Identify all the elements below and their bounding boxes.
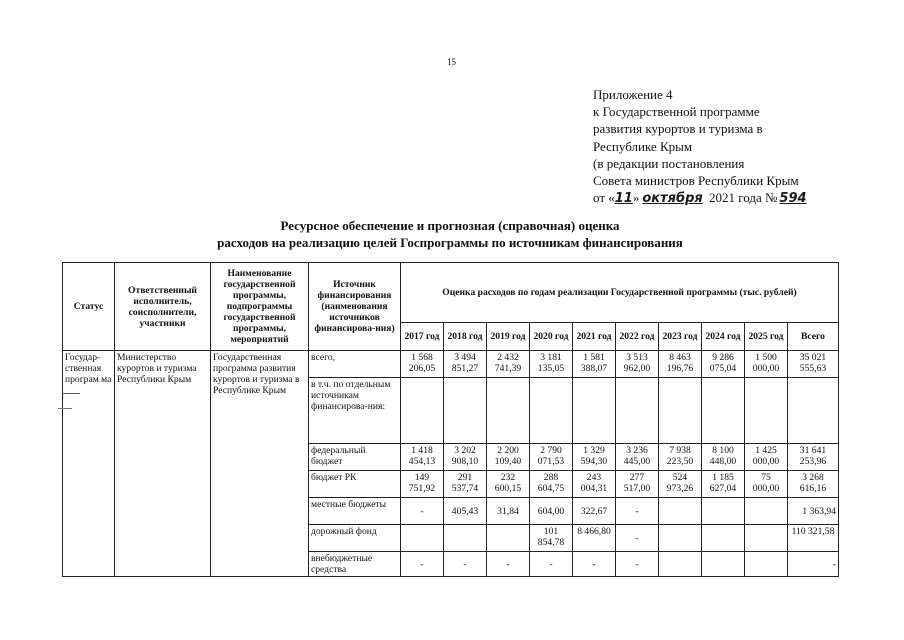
source-cell: в т.ч. по отдельным источникам финансирова-ния: bbox=[309, 378, 401, 444]
value-cell: 277 517,00 bbox=[616, 471, 659, 498]
value-cell: 1 418 454,13 bbox=[401, 444, 444, 471]
value-cell: - bbox=[444, 552, 487, 577]
resource-table bbox=[62, 262, 839, 577]
table-title-line2: расходов на реализацию целей Госпрограммы по источникам финансирования bbox=[217, 235, 683, 250]
value-cell bbox=[702, 378, 745, 444]
handwritten-number: 594 bbox=[779, 191, 807, 207]
value-cell bbox=[702, 552, 745, 577]
header-executor: Ответственный исполнитель, соисполнители, участники bbox=[115, 263, 211, 351]
value-cell: 1 568 206,05 bbox=[401, 351, 444, 378]
value-cell bbox=[444, 525, 487, 552]
value-cell: - bbox=[401, 498, 444, 525]
appendix-block bbox=[593, 86, 807, 207]
value-cell: 149 751,92 bbox=[401, 471, 444, 498]
value-cell: - bbox=[616, 552, 659, 577]
date-prefix: от « bbox=[593, 190, 615, 206]
value-cell: - bbox=[530, 552, 573, 577]
appendix-line: Совета министров Республики Крым bbox=[593, 173, 799, 189]
header-source: Источник финансирования (наименования источников финансирова-ния) bbox=[309, 263, 401, 351]
value-cell bbox=[745, 525, 788, 552]
value-cell: 2 432 741,39 bbox=[487, 351, 530, 378]
value-cell bbox=[745, 378, 788, 444]
value-cell: 1 185 627,04 bbox=[702, 471, 745, 498]
value-cell: 3 494 851,27 bbox=[444, 351, 487, 378]
value-cell: 7 938 223,50 bbox=[659, 444, 702, 471]
value-cell: 75 000,00 bbox=[745, 471, 788, 498]
appendix-line: (в редакции постановления bbox=[593, 155, 745, 171]
source-cell: внебюджетные средства bbox=[309, 552, 401, 577]
value-cell bbox=[659, 378, 702, 444]
value-cell: 291 537,74 bbox=[444, 471, 487, 498]
value-cell: - bbox=[573, 552, 616, 577]
program-cell: Государственная программа развития курортов и туризма в Республике Крым bbox=[211, 351, 309, 577]
value-cell: 2 790 071,53 bbox=[530, 444, 573, 471]
header-year: 2022 год bbox=[616, 323, 659, 351]
value-cell: 2 200 109,40 bbox=[487, 444, 530, 471]
value-cell bbox=[659, 525, 702, 552]
value-cell: 1 581 388,07 bbox=[573, 351, 616, 378]
value-cell: 9 286 075,04 bbox=[702, 351, 745, 378]
header-year: 2025 год bbox=[745, 323, 788, 351]
header-program: Наименование государственной программы, подпрограммы государственной программы, мероприятий bbox=[211, 263, 309, 351]
value-cell: 3 181 135,05 bbox=[530, 351, 573, 378]
header-year: 2017 год bbox=[401, 323, 444, 351]
header-year: 2019 год bbox=[487, 323, 530, 351]
value-cell bbox=[487, 378, 530, 444]
value-cell: 3 236 445,00 bbox=[616, 444, 659, 471]
appendix-date-line bbox=[593, 189, 807, 207]
header-status: Статус bbox=[63, 263, 115, 351]
source-cell: бюджет РК bbox=[309, 471, 401, 498]
value-cell: 101 854,78 bbox=[530, 525, 573, 552]
header-estimate: Оценка расходов по годам реализации Государственной программы (тыс. рублей) bbox=[401, 263, 839, 323]
value-cell: 3 202 908,10 bbox=[444, 444, 487, 471]
value-cell: 243 004,31 bbox=[573, 471, 616, 498]
total-cell: 35 021 555,63 bbox=[788, 351, 839, 378]
source-cell: всего, bbox=[309, 351, 401, 378]
total-cell: - bbox=[788, 552, 839, 577]
value-cell: 8 466,80 bbox=[573, 525, 616, 552]
header-year: 2018 год bbox=[444, 323, 487, 351]
value-cell: 3 513 962,00 bbox=[616, 351, 659, 378]
page-number: 15 bbox=[447, 57, 456, 67]
value-cell bbox=[444, 378, 487, 444]
appendix-line: развития курортов и туризма в bbox=[593, 121, 763, 137]
executor-cell: Министерство курортов и туризма Республики Крым bbox=[115, 351, 211, 577]
value-cell: 1 329 594,30 bbox=[573, 444, 616, 471]
value-cell: - bbox=[616, 525, 659, 552]
value-cell: 288 604,75 bbox=[530, 471, 573, 498]
scan-mark bbox=[62, 393, 80, 394]
value-cell: 232 600,15 bbox=[487, 471, 530, 498]
appendix-line: Приложение 4 bbox=[593, 87, 673, 102]
handwritten-month: октября bbox=[642, 191, 703, 207]
value-cell: 322,67 bbox=[573, 498, 616, 525]
value-cell bbox=[530, 378, 573, 444]
value-cell bbox=[616, 378, 659, 444]
value-cell: 8 100 448,00 bbox=[702, 444, 745, 471]
value-cell: 8 463 196,76 bbox=[659, 351, 702, 378]
total-cell: 1 363,94 bbox=[788, 498, 839, 525]
value-cell: 1 500 000,00 bbox=[745, 351, 788, 378]
value-cell: - bbox=[401, 552, 444, 577]
value-cell: 405,43 bbox=[444, 498, 487, 525]
value-cell: 31,84 bbox=[487, 498, 530, 525]
value-cell bbox=[745, 552, 788, 577]
appendix-line: Республике Крым bbox=[593, 138, 693, 154]
source-cell: местные бюджеты bbox=[309, 498, 401, 525]
date-year: 2021 года № bbox=[705, 190, 778, 206]
value-cell: 524 973,26 bbox=[659, 471, 702, 498]
value-cell bbox=[659, 552, 702, 577]
value-cell bbox=[659, 498, 702, 525]
date-quote: » bbox=[632, 190, 640, 206]
header-year: 2020 год bbox=[530, 323, 573, 351]
value-cell bbox=[702, 525, 745, 552]
source-cell: дорожный фонд bbox=[309, 525, 401, 552]
appendix-line: к Государственной программе bbox=[593, 104, 760, 120]
total-cell: 110 321,58 bbox=[788, 525, 839, 552]
value-cell bbox=[401, 525, 444, 552]
value-cell bbox=[401, 378, 444, 444]
value-cell bbox=[745, 498, 788, 525]
total-cell: 3 268 616,16 bbox=[788, 471, 839, 498]
header-year: 2023 год bbox=[659, 323, 702, 351]
handwritten-day: 11 bbox=[614, 191, 633, 207]
total-cell bbox=[788, 378, 839, 444]
value-cell: 1 425 000,00 bbox=[745, 444, 788, 471]
source-cell: федеральный бюджет bbox=[309, 444, 401, 471]
header-year: 2024 год bbox=[702, 323, 745, 351]
scan-mark bbox=[58, 408, 72, 409]
total-cell: 31 641 253,96 bbox=[788, 444, 839, 471]
value-cell: - bbox=[616, 498, 659, 525]
value-cell bbox=[573, 378, 616, 444]
value-cell bbox=[702, 498, 745, 525]
value-cell: - bbox=[487, 552, 530, 577]
header-year: 2021 год bbox=[573, 323, 616, 351]
value-cell bbox=[487, 525, 530, 552]
status-cell: Государ-ственная програм ма bbox=[63, 351, 115, 577]
value-cell: 604,00 bbox=[530, 498, 573, 525]
header-total: Всего bbox=[788, 323, 839, 351]
table-title-line1: Ресурсное обеспечение и прогнозная (справочная) оценка bbox=[280, 218, 620, 233]
